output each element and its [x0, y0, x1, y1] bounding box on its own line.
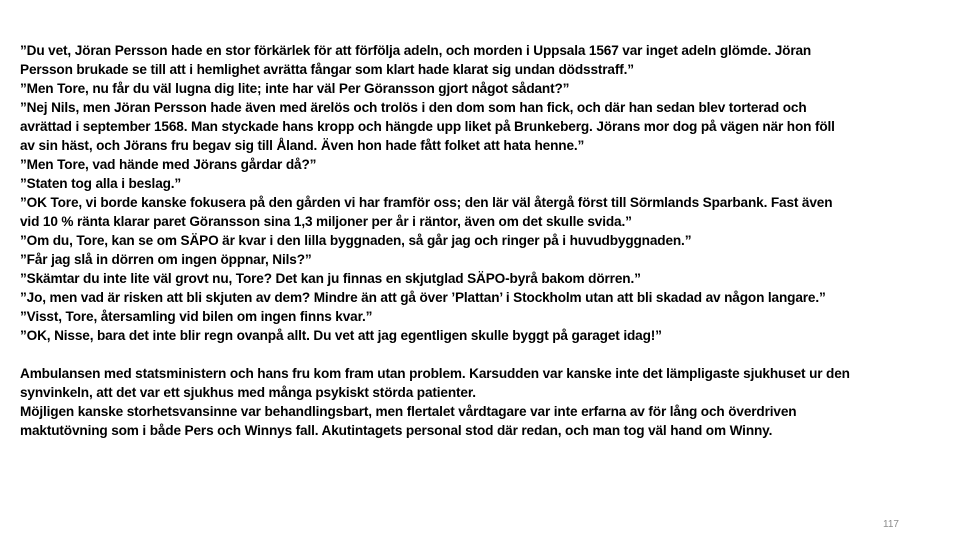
- dialogue-line: ”Om du, Tore, kan se om SÄPO är kvar i den lilla byggnaden, så går jag och ringer på i huvudbyggnaden.”: [20, 233, 692, 249]
- dialogue-line: av sin häst, och Jörans fru begav sig till Åland. Även hon hade fått folket att hata henne.”: [20, 138, 585, 154]
- page-number: 117: [883, 519, 899, 530]
- dialogue-line: avrättad i september 1568. Man styckade hans kropp och hängde upp liket på Brunkeberg. Jörans mor dog på vägen när hon föll: [20, 119, 835, 135]
- dialogue-line: Persson brukade se till att i hemlighet avrätta fångar som klart hade klarat sig undan dödsstraff.”: [20, 62, 634, 78]
- dialogue-line: ”OK, Nisse, bara det inte blir regn ovanpå allt. Du vet att jag egentligen skulle byggt på garaget idag!”: [20, 328, 662, 344]
- narrative-line: synvinkeln, att det var ett sjukhus med många psykiskt störda patienter.: [20, 385, 476, 401]
- paragraph-break: [20, 346, 932, 365]
- narrative-line: Möjligen kanske storhetsvansinne var behandlingsbart, men flertalet vårdtagare var inte erfarna av för lång och överdriven: [20, 404, 797, 420]
- dialogue-line: ”Får jag slå in dörren om ingen öppnar, Nils?”: [20, 252, 312, 268]
- dialogue-line: ”Nej Nils, men Jöran Persson hade även med ärelös och trolös i den dom som han fick, och där han sedan blev torterad och: [20, 100, 807, 116]
- dialogue-line: ”Men Tore, vad hände med Jörans gårdar då?”: [20, 157, 317, 173]
- dialogue-line: ”Skämtar du inte lite väl grovt nu, Tore? Det kan ju finnas en skjutglad SÄPO-byrå bakom dörren.”: [20, 271, 641, 287]
- narrative-line: maktutövning som i både Pers och Winnys fall. Akutintagets personal stod där redan, och man tog väl hand om Winny.: [20, 423, 773, 439]
- dialogue-line: vid 10 % ränta klarar paret Göransson sina 1,3 miljoner per år i räntor, även om det skulle svida.”: [20, 214, 632, 230]
- dialogue-line: ”Du vet, Jöran Persson hade en stor förkärlek för att förfölja adeln, och morden i Uppsala 1567 var inget adeln glömde. Jöran: [20, 43, 812, 59]
- dialogue-line: ”Staten tog alla i beslag.”: [20, 176, 182, 192]
- dialogue-line: ”Men Tore, nu får du väl lugna dig lite; inte har väl Per Göransson gjort något sådant?”: [20, 81, 570, 97]
- dialogue-line: ”OK Tore, vi borde kanske fokusera på den gården vi har framför oss; den lär väl återgå först till Sörmlands Sparbank. Fast även: [20, 195, 833, 211]
- narrative-line: Ambulansen med statsministern och hans fru kom fram utan problem. Karsudden var kanske inte det lämpligaste sjukhuset ur den: [20, 366, 850, 382]
- body-text: [20, 42, 932, 441]
- dialogue-line: ”Visst, Tore, återsamling vid bilen om ingen finns kvar.”: [20, 309, 373, 325]
- dialogue-line: ”Jo, men vad är risken att bli skjuten av dem? Mindre än att gå över ’Plattan’ i Stockholm utan att bli skadad av någon langare.”: [20, 290, 826, 306]
